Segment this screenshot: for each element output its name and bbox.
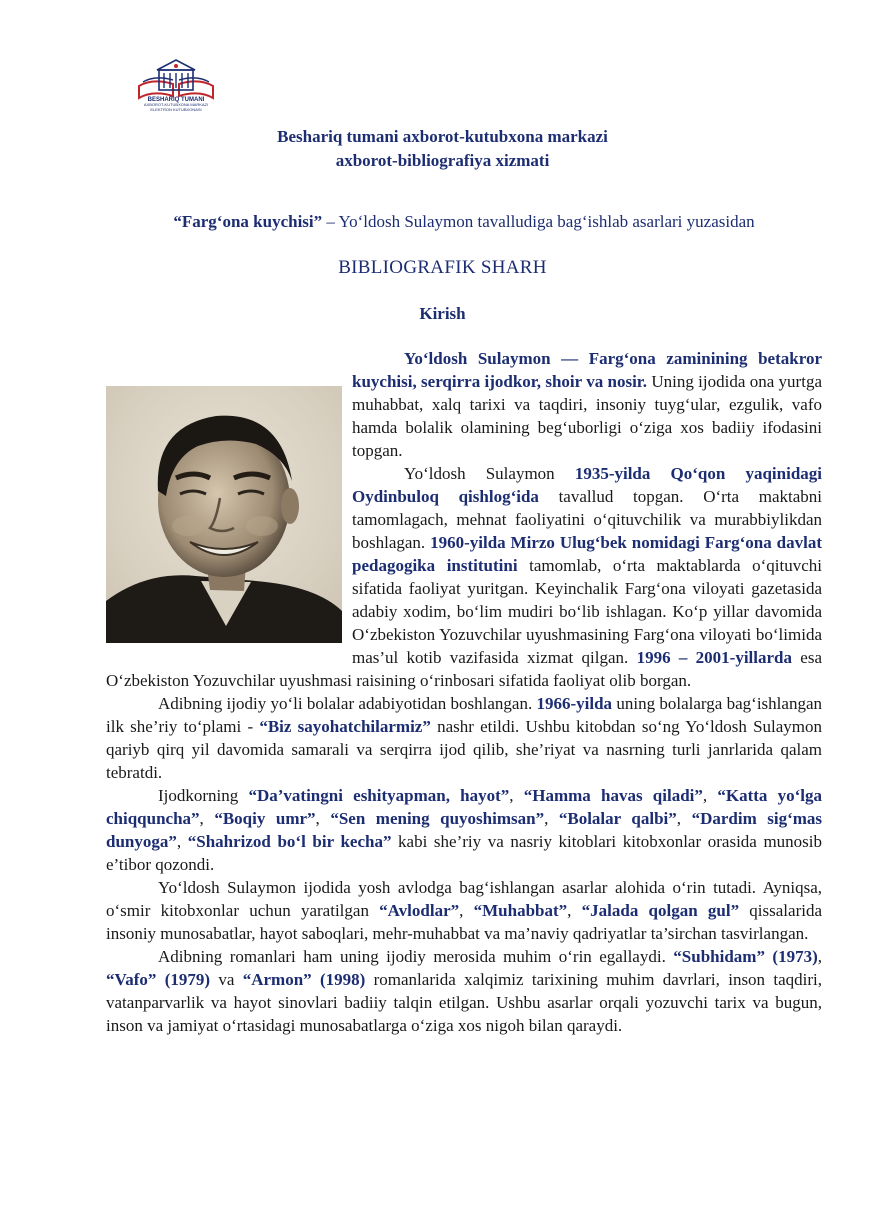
- paragraph: [106, 876, 822, 945]
- page-title: BIBLIOGRAFIK SHARH: [338, 257, 547, 278]
- bold-text: “Jalada qolgan gul”: [581, 901, 740, 920]
- bold-text: “Dardim sig‘mas dunyoga”: [106, 809, 823, 851]
- text-run: Ijodkorning: [158, 786, 249, 805]
- text-run: ,: [544, 809, 559, 828]
- section-heading: Kirish: [419, 304, 466, 323]
- bold-text: “Boqiy umr”: [214, 809, 316, 828]
- text-run: kabi she’riy va nasriy kitoblari kitobxonlar orasida munosib e’tibor qozondi.: [106, 832, 823, 874]
- bold-text: “Sen mening quyoshimsan”: [330, 809, 545, 828]
- text-run: Adibning romanlari ham uning ijodiy merosida muhim o‘rin egallaydi.: [158, 947, 674, 966]
- bold-text: 1966-yilda: [536, 694, 613, 713]
- header-line-2: axborot-bibliografiya xizmati: [335, 151, 550, 170]
- text-run: ,: [567, 901, 582, 920]
- bold-text: “Biz sayohatchilarmiz”: [259, 717, 431, 736]
- text-run: ,: [176, 832, 188, 851]
- paragraph: [106, 692, 822, 784]
- bold-text: 1960-yilda Mirzo Ulug‘bek nomidagi Farg‘ona davlat pedagogika institutini: [352, 533, 822, 575]
- logo-tagline: AXBOROT-KUTUBXONA MARKAZI ELEKTRON KUTUBXONASI: [143, 102, 209, 112]
- text-run: esa O‘zbekiston Yozuvchilar uyushmasi raisining o‘rinbosari sifatida faoliyat olib borgan.: [106, 648, 822, 690]
- text-run: qissalarida insoniy munosabatlar, hayot saboqlari, mehr-muhabbat va ma’naviy qadriyatlar ta’sirchan tasvirlangan.: [106, 901, 823, 943]
- bold-text: “Shahrizod bo‘l bir kecha”: [187, 832, 392, 851]
- library-building-icon: [133, 56, 219, 100]
- bold-text: Yo‘ldosh Sulaymon — Farg‘ona zaminining betakror kuychisi, serqirra ijodkor, shoir va nosir.: [352, 349, 822, 391]
- bold-text: “Muhabbat”: [473, 901, 568, 920]
- text-run: Adibning ijodiy yo‘li bolalar adabiyotidan boshlangan.: [158, 694, 537, 713]
- bold-text: “Katta yo‘lga chiqquncha”: [106, 786, 822, 828]
- bold-text: “Bolalar qalbi”: [558, 809, 677, 828]
- paragraph: [106, 784, 822, 876]
- document-subtitle: [106, 212, 822, 232]
- text-run: ,: [459, 901, 474, 920]
- logo-caption: [133, 97, 219, 112]
- header-line-1: Beshariq tumani axborot-kutubxona markazi: [277, 127, 608, 146]
- bold-text: “Armon” (1998): [242, 970, 366, 989]
- text-run: tamomlab, o‘rta maktablarda o‘qituvchi sifatida faoliyat yuritgan. Keyinchalik Farg‘ona viloyati gazetasida adabiy xodim, bo‘lim mudiri bo‘lib ishlagan. Ko‘p yillar davomida O‘zbekiston Yozuvchilar uyushmasining Farg‘ona viloyati bo‘limida mas’ul kotib vazifasida xizmat qilgan.: [352, 556, 822, 667]
- text-run: romanlarida xalqimiz tarixining muhim davrlari, inson taqdiri, vatanparvarlik va hayot sinovlari badiiy talqin etilgan. Ushbu asarlar orqali yozuvchi tarix va bugun, inson va jamiyat o‘rtasidagi munosabatlarga o‘ziga xos nigoh bilan qaraydi.: [106, 970, 823, 1035]
- author-portrait: [106, 386, 342, 643]
- logo-name: BESHARIQ TUMANI: [147, 97, 205, 103]
- text-run: va: [210, 970, 243, 989]
- text-run: Yo‘ldosh Sulaymon: [404, 464, 575, 483]
- text-run: ,: [817, 947, 822, 966]
- bold-text: 1935-yilda Qo‘qon yaqinidagi Oydinbuloq qishlog‘ida: [352, 464, 822, 506]
- bold-text: “Vafo” (1979): [106, 970, 211, 989]
- text-run: tavallud topgan. O‘rta maktabni tamomlagach, mehnat faoliyatini o‘qituvchilik va murabbiylikdan boshlagan.: [352, 487, 822, 552]
- text-run: ,: [199, 809, 215, 828]
- text-run: nashr etildi. Ushbu kitobdan so‘ng Yo‘ldosh Sulaymon qariyb qirq yil davomida samarali va serqirra ijod qilib, she’riyat va nasrning turli janrlarida qalam tebratdi.: [106, 717, 823, 782]
- subtitle-quote: “Farg‘ona kuychisi”: [173, 212, 323, 231]
- text-run: ,: [315, 809, 331, 828]
- text-run: ,: [676, 809, 692, 828]
- text-run: ,: [702, 786, 718, 805]
- paragraph: [106, 945, 822, 1037]
- bold-text: “Da’vatingni eshityapman, hayot”: [248, 786, 510, 805]
- text-run: uning bolalarga bag‘ishlangan ilk she’riy to‘plami -: [106, 694, 822, 736]
- bold-text: “Subhidam” (1973): [673, 947, 818, 966]
- bold-text: “Hamma havas qiladi”: [523, 786, 703, 805]
- bold-text: 1996 – 2001-yillarda: [636, 648, 792, 667]
- bold-text: “Avlodlar”: [379, 901, 460, 920]
- portrait-image: [106, 386, 342, 643]
- text-run: Uning ijodida ona yurtga muhabbat, xalq tarixi va taqdiri, insoniy tuyg‘ular, ezgulik, vafo hamda bolalik olamining beg‘uborligi o‘ziga xos badiiy ifodasini topgan.: [352, 372, 822, 460]
- subtitle-rest: – Yo‘ldosh Sulaymon tavalludiga bag‘ishlab asarlari yuzasidan: [322, 212, 755, 231]
- text-run: ,: [509, 786, 524, 805]
- text-run: Yo‘ldosh Sulaymon ijodida yosh avlodga bag‘ishlangan asarlar alohida o‘rin tutadi. Ayniqsa, o‘smir kitobxonlar uchun yaratilgan: [106, 878, 822, 920]
- body-text: [106, 347, 822, 1037]
